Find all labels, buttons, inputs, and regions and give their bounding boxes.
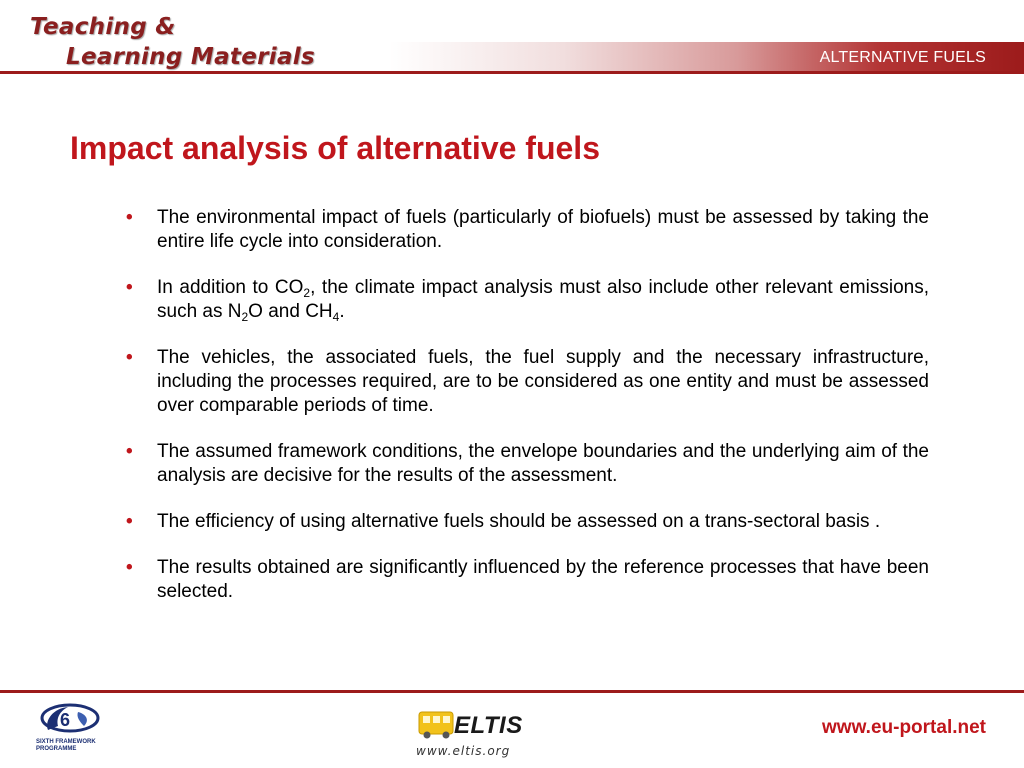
eu-portal-link[interactable]: www.eu-portal.net (822, 717, 986, 738)
section-label: ALTERNATIVE FUELS (819, 49, 986, 66)
bullet-text: The assumed framework conditions, the envelope boundaries and the underlying aim of the analysis are decisive for the results of the assessment. (157, 441, 929, 486)
subscript: 4 (332, 310, 340, 324)
fp6-caption-line-1: SIXTH FRAMEWORK (36, 739, 96, 745)
fp6-emblem-icon (34, 702, 100, 738)
bullet-text-part: , the climate impact analysis must also include other relevant emissions, such as N (157, 277, 929, 322)
bullet-text (157, 277, 929, 322)
bullet-item (126, 206, 929, 254)
bullet-dot: • (126, 441, 133, 462)
svg-text:6: 6 (60, 710, 71, 730)
brand-title-line-1: Teaching & (30, 14, 176, 40)
eltis-url: www.eltis.org (416, 744, 511, 758)
bullet-item (126, 276, 929, 324)
bullet-text: The environmental impact of fuels (particularly of biofuels) must be assessed by taking the entire life cycle into consideration. (157, 207, 929, 252)
bullet-text-part: . (339, 301, 345, 322)
bullet-dot: • (126, 277, 133, 298)
bullet-text: The efficiency of using alternative fuels should be assessed on a trans-sectoral basis . (157, 511, 881, 532)
bullet-item (126, 556, 929, 604)
bullet-text: The results obtained are significantly influenced by the reference processes that have been selected. (157, 557, 929, 602)
bullet-item (126, 510, 929, 534)
bullet-text-part: O and CH (248, 301, 333, 322)
footer-rule (0, 690, 1024, 693)
bullet-text: The vehicles, the associated fuels, the fuel supply and the necessary infrastructure, including the processes required, are to be considered as one entity and must be assessed over comparable periods of time. (157, 347, 929, 416)
bullet-text-part: In addition to CO (157, 277, 304, 298)
bullet-dot: • (126, 347, 133, 368)
sixth-framework-programme-logo (34, 702, 100, 758)
fp6-caption (36, 739, 96, 753)
subscript: 2 (303, 286, 311, 300)
header-rule (0, 71, 1024, 74)
bullet-dot: • (126, 207, 133, 228)
bus-icon (418, 708, 456, 740)
bullet-dot: • (126, 511, 133, 532)
eltis-wordmark: ELTIS (454, 712, 523, 739)
subscript: 2 (241, 310, 249, 324)
eltis-logo (416, 706, 536, 762)
brand-title-line-2: Learning Materials (66, 44, 315, 70)
bullet-item (126, 440, 929, 488)
bullet-item (126, 346, 929, 418)
bullet-dot: • (126, 557, 133, 578)
bullet-list (126, 206, 929, 626)
fp6-caption-line-2: PROGRAMME (36, 746, 77, 752)
slide-title: Impact analysis of alternative fuels (70, 130, 600, 166)
